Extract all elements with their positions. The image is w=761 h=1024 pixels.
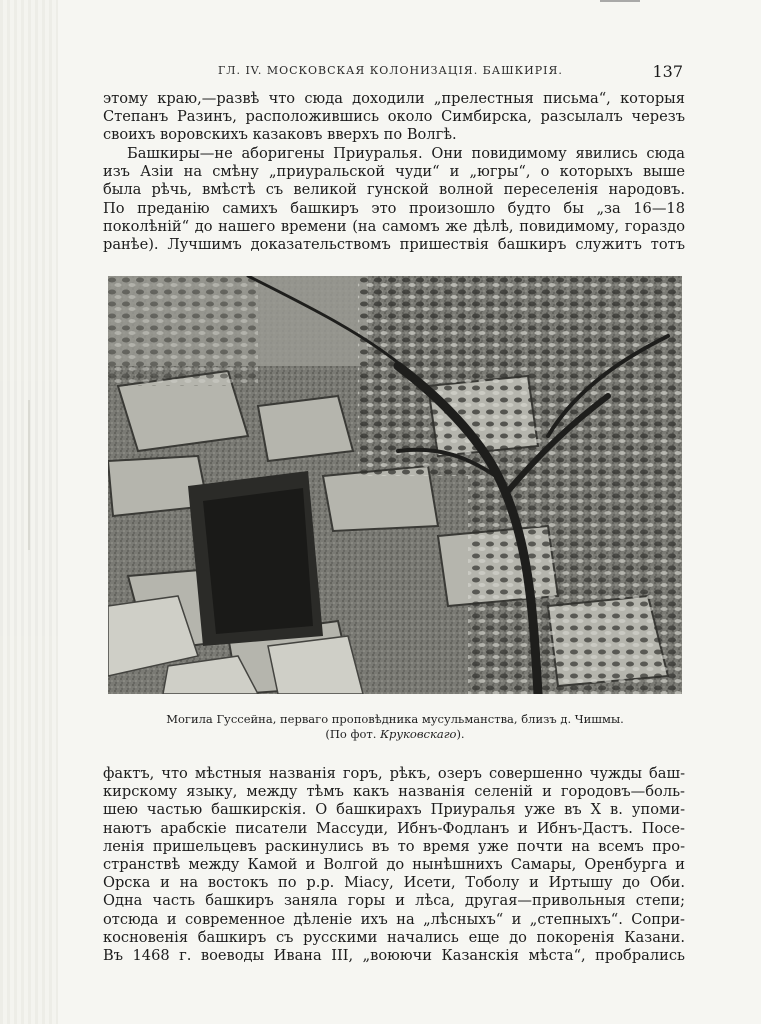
text-line: своихъ воровскихъ казаковъ вверхъ по Волгѣ. <box>103 126 457 144</box>
text-line: косновенія башкиръ съ русскими начались еще до покоренія Казани. <box>103 928 685 946</box>
text-line: Степанъ Разинъ, расположившись около Симбирска, разсылалъ черезъ <box>103 108 685 126</box>
page-number: 137 <box>652 62 683 81</box>
text-line: поколѣній“ до нашего времени (на самомъ же дѣлѣ, повидимому, гораздо <box>103 217 685 235</box>
text-line: шею частью башкирскія. О башкирахъ Приуралья уже въ X в. упоми- <box>103 801 685 819</box>
paragraph-bashkirs-origin <box>103 145 685 254</box>
text-line: изъ Азіи на смѣну „приуральской чуди“ и „югры“, о которыхъ выше <box>103 163 685 181</box>
text-line: кирскому языку, между тѣмъ какъ названія селеній и городовъ—боль- <box>103 783 685 801</box>
text-line: Башкиры—не аборигены Приуралья. Они повидимому явились сюда <box>127 145 685 162</box>
torn-page-edge <box>600 0 640 10</box>
caption-credit-prefix: (По фот. <box>325 727 381 741</box>
text-line: ранѣе). Лучшимъ доказательствомъ пришествія башкиръ служитъ тотъ <box>103 235 685 253</box>
caption-credit-suffix: ). <box>456 727 465 741</box>
photograph-grave-ruins <box>108 276 682 694</box>
text-line: Въ 1468 г. воеводы Ивана III, „воюючи Казанскія мѣста“, пробрались <box>103 946 685 964</box>
page-header <box>200 62 685 82</box>
text-line: этому краю,—развѣ что сюда доходили „прелестныя письма“, которыя <box>103 90 685 107</box>
text-line: Орска и на востокъ по р.р. Міасу, Исети, Тоболу и Иртышу до Оби. <box>103 874 685 892</box>
text-line: была рѣчь, вмѣстѣ съ великой гунской волной переселенія народовъ. <box>103 181 685 199</box>
running-title: ГЛ. IV. МОСКОВСКАЯ КОЛОНИЗАЦІЯ. БАШКИРІЯ. <box>218 64 563 77</box>
page-margin-shadow <box>0 0 58 1024</box>
paragraph-continued <box>103 90 685 145</box>
text-line: Одна часть башкиръ заняла горы и лѣса, другая—привольныя степи; <box>103 892 685 910</box>
text-line: фактъ, что мѣстныя названія горъ, рѣкъ, озеръ совершенно чужды баш- <box>103 765 685 782</box>
figure-caption <box>108 712 682 742</box>
caption-credit <box>108 727 682 742</box>
text-line: По преданію самихъ башкиръ это произошло будто бы „за 16—18 <box>103 199 685 217</box>
caption-title: Могила Гуссейна, перваго проповѣдника мусульманства, близъ д. Чишмы. <box>166 712 624 726</box>
text-line: странствѣ между Камой и Волгой до нынѣшнихъ Самары, Оренбурга и <box>103 855 685 873</box>
photo-illustration <box>108 276 682 694</box>
text-line: отсюда и современное дѣленіе ихъ на „лѣсныхъ“ и „степныхъ“. Сопри- <box>103 910 685 928</box>
caption-photographer: Круковскаго <box>380 727 457 741</box>
text-line: наютъ арабскіе писатели Массуди, Ибнъ-Фодланъ и Ибнъ-Дастъ. Посе- <box>103 819 685 837</box>
text-line: ленія пришельцевъ раскинулись въ то время уже почти на всемъ про- <box>103 837 685 855</box>
paragraph-bashkir-settlement <box>103 765 685 965</box>
